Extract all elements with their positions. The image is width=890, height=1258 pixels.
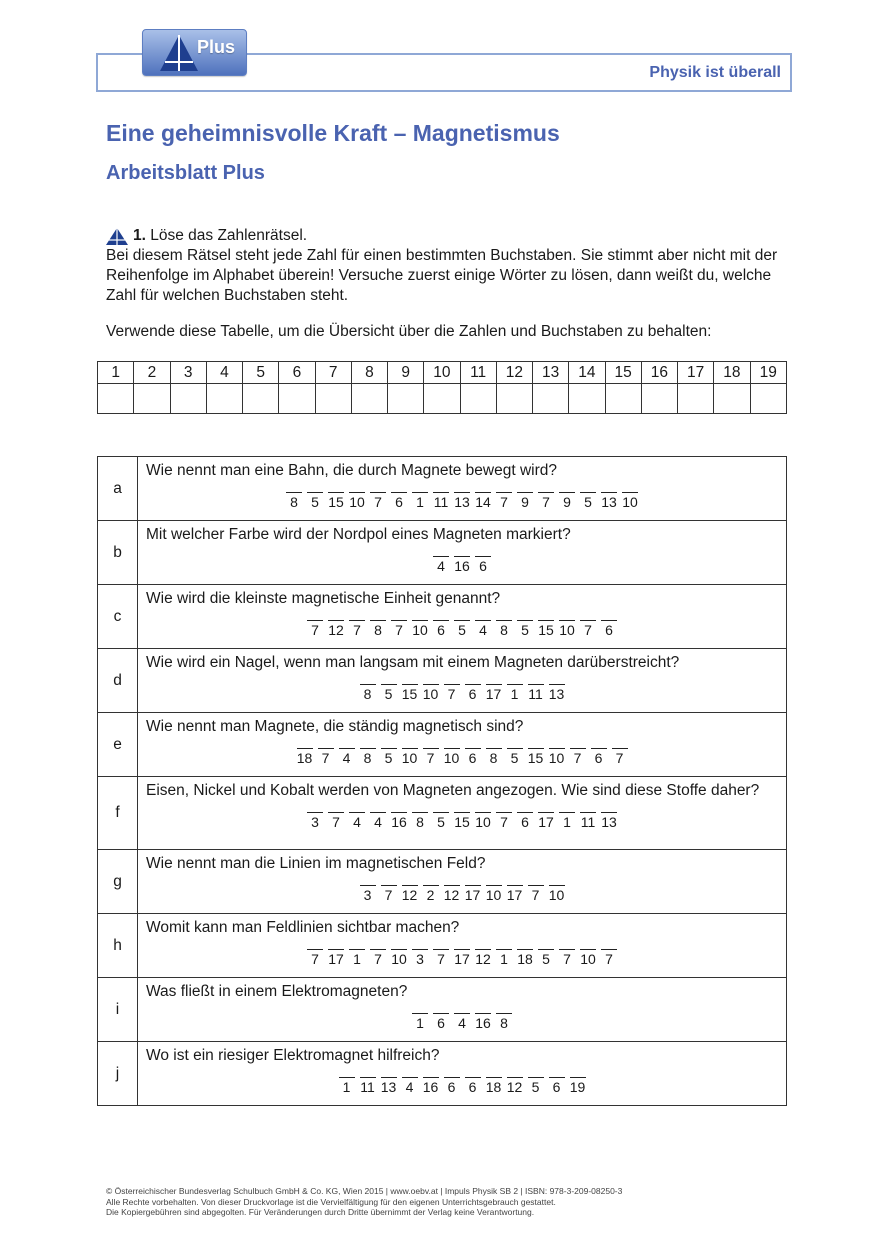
- answer-slot[interactable]: 7: [391, 620, 407, 638]
- answer-slots: [138, 679, 786, 706]
- riddle-question: Wie nennt man die Linien im magnetischen Feld?: [146, 855, 486, 872]
- riddle-row: [98, 978, 787, 1042]
- riddle-label: f: [98, 777, 138, 850]
- answer-slot[interactable]: 10: [349, 494, 365, 510]
- answer-slots: [138, 880, 786, 907]
- cipher-table: [97, 361, 787, 414]
- answer-slot[interactable]: 3: [412, 949, 428, 967]
- answer-slot[interactable]: 8: [496, 1013, 512, 1031]
- answer-slot[interactable]: 1: [507, 684, 523, 702]
- answer-slot[interactable]: 16: [475, 1015, 491, 1031]
- answer-slot[interactable]: 5: [580, 492, 596, 510]
- cipher-number-cell: 1: [98, 362, 134, 384]
- answer-slot[interactable]: 6: [465, 748, 481, 766]
- riddle-row: [98, 1042, 787, 1106]
- answer-slot[interactable]: 10: [475, 814, 491, 830]
- riddle-question: Wie nennt man eine Bahn, die durch Magnete bewegt wird?: [146, 462, 557, 479]
- answer-slots: [138, 487, 786, 514]
- cipher-letter-cell[interactable]: [750, 384, 787, 414]
- answer-slots: [138, 551, 786, 578]
- answer-slot[interactable]: 1: [349, 949, 365, 967]
- answer-slot[interactable]: 7: [307, 620, 323, 638]
- answer-slot[interactable]: 7: [444, 684, 460, 702]
- riddle-question: Wie nennt man Magnete, die ständig magnetisch sind?: [146, 718, 524, 735]
- cipher-letter-cell[interactable]: [315, 384, 351, 414]
- cipher-number-cell: 14: [569, 362, 605, 384]
- riddle-question: Womit kann man Feldlinien sichtbar machen?: [146, 919, 460, 936]
- answer-slot[interactable]: 12: [475, 951, 491, 967]
- answer-slot[interactable]: 6: [549, 1077, 565, 1095]
- answer-slot[interactable]: 13: [548, 686, 565, 702]
- cipher-number-cell: 2: [134, 362, 170, 384]
- answer-slot[interactable]: 4: [402, 1077, 418, 1095]
- answer-slot[interactable]: 5: [454, 620, 470, 638]
- riddle-label: g: [98, 850, 138, 914]
- cipher-number-cell: 19: [750, 362, 787, 384]
- answer-slot[interactable]: 17: [454, 951, 470, 967]
- cipher-number-cell: 8: [351, 362, 387, 384]
- table-hint: Verwende diese Tabelle, um die Übersicht über die Zahlen und Buchstaben zu behalten:: [106, 323, 712, 340]
- answer-slot[interactable]: 11: [433, 494, 449, 510]
- answer-slot[interactable]: 1: [559, 812, 575, 830]
- answer-slot[interactable]: 7: [349, 620, 365, 638]
- riddle-cell: [138, 521, 787, 585]
- riddle-row: [98, 585, 787, 649]
- answer-slot[interactable]: 7: [328, 812, 344, 830]
- answer-slot[interactable]: 10: [580, 951, 596, 967]
- riddle-cell: [138, 585, 787, 649]
- answer-slots: [138, 743, 786, 770]
- cipher-letter-cell[interactable]: [243, 384, 279, 414]
- answer-slot[interactable]: 17: [538, 814, 554, 830]
- answer-slot[interactable]: 7: [559, 949, 575, 967]
- answer-slot[interactable]: 10: [485, 887, 502, 903]
- riddle-cell: [138, 457, 787, 521]
- answer-slot[interactable]: 1: [412, 492, 428, 510]
- answer-slot[interactable]: 7: [423, 748, 439, 766]
- riddle-row: [98, 649, 787, 713]
- cipher-number-cell: 13: [533, 362, 569, 384]
- answer-slot[interactable]: 13: [380, 1079, 397, 1095]
- task-intro: Bei diesem Rätsel steht jede Zahl für einen bestimmten Buchstaben. Sie stimmt aber nicht mit der Reihenfolge im Alphabet überein! Versuche zuerst einige Wörter zu lösen, dann weißt du, welche Zahl für welchen Buchstaben steht.: [106, 247, 778, 304]
- footer: [106, 1186, 622, 1218]
- answer-slot[interactable]: 2: [423, 885, 439, 903]
- answer-slot[interactable]: 10: [622, 494, 638, 510]
- cipher-letter-row: [98, 384, 787, 414]
- cipher-letter-cell[interactable]: [496, 384, 532, 414]
- riddle-label: i: [98, 978, 138, 1042]
- answer-slot[interactable]: 16: [422, 1079, 439, 1095]
- answer-slot[interactable]: 12: [443, 887, 460, 903]
- riddle-row: [98, 713, 787, 777]
- answer-slot[interactable]: 14: [475, 494, 491, 510]
- answer-slot[interactable]: 19: [569, 1079, 586, 1095]
- answer-slot[interactable]: 8: [486, 748, 502, 766]
- answer-slot[interactable]: 7: [496, 492, 512, 510]
- riddle-label: d: [98, 649, 138, 713]
- cipher-letter-cell[interactable]: [206, 384, 242, 414]
- task-number: 1.: [133, 227, 146, 244]
- logo-text: Plus: [197, 37, 236, 57]
- cipher-number-cell: 16: [641, 362, 677, 384]
- answer-slot[interactable]: 11: [360, 1079, 375, 1095]
- riddle-row: [98, 914, 787, 978]
- answer-slot[interactable]: 7: [370, 949, 386, 967]
- riddle-cell: [138, 850, 787, 914]
- page-subtitle: Arbeitsblatt Plus: [106, 162, 265, 184]
- triangle-icon: [106, 228, 128, 245]
- answer-slot[interactable]: 1: [496, 949, 512, 967]
- answer-slot[interactable]: 6: [591, 748, 607, 766]
- answer-slot[interactable]: 5: [507, 748, 523, 766]
- answer-slot[interactable]: 13: [454, 494, 470, 510]
- riddles-table: [97, 456, 787, 1106]
- answer-slot[interactable]: 5: [517, 620, 533, 638]
- answer-slot[interactable]: 5: [307, 492, 323, 510]
- answer-slot[interactable]: 15: [454, 814, 470, 830]
- cipher-number-cell: 6: [279, 362, 315, 384]
- task-1: [106, 226, 796, 342]
- riddle-label: b: [98, 521, 138, 585]
- answer-slot[interactable]: 18: [517, 951, 533, 967]
- answer-slot[interactable]: 10: [548, 887, 565, 903]
- riddle-cell: [138, 914, 787, 978]
- answer-slot[interactable]: 15: [538, 622, 554, 638]
- answer-slot[interactable]: 12: [401, 887, 418, 903]
- answer-slot[interactable]: 13: [601, 814, 617, 830]
- answer-slot[interactable]: 6: [444, 1077, 460, 1095]
- cipher-number-cell: 7: [315, 362, 351, 384]
- cipher-number-cell: 9: [388, 362, 424, 384]
- answer-slot[interactable]: 8: [370, 620, 386, 638]
- answer-slot[interactable]: 8: [496, 620, 512, 638]
- cipher-letter-cell[interactable]: [388, 384, 424, 414]
- answer-slot[interactable]: 18: [485, 1079, 502, 1095]
- riddle-question: Was fließt in einem Elektromagneten?: [146, 983, 408, 1000]
- answer-slot[interactable]: 10: [391, 951, 407, 967]
- answer-slot[interactable]: 10: [412, 622, 428, 638]
- answer-slot[interactable]: 17: [506, 887, 523, 903]
- answer-slot[interactable]: 7: [601, 949, 617, 967]
- answer-slot[interactable]: 5: [528, 1077, 544, 1095]
- answer-slot[interactable]: 6: [517, 812, 533, 830]
- answer-slot[interactable]: 5: [433, 812, 449, 830]
- cipher-number-cell: 15: [605, 362, 641, 384]
- answer-slot[interactable]: 7: [307, 949, 323, 967]
- answer-slot[interactable]: 7: [370, 492, 386, 510]
- task-heading: Löse das Zahlenrätsel.: [150, 227, 308, 244]
- answer-slot[interactable]: 7: [318, 748, 334, 766]
- answer-slot[interactable]: 3: [307, 812, 323, 830]
- answer-slot[interactable]: 7: [570, 748, 586, 766]
- answer-slot[interactable]: 10: [559, 622, 575, 638]
- answer-slots: [138, 944, 786, 971]
- answer-slot[interactable]: 5: [538, 949, 554, 967]
- riddle-row: [98, 457, 787, 521]
- answer-slot[interactable]: 8: [360, 684, 376, 702]
- answer-slot[interactable]: 13: [601, 494, 617, 510]
- cipher-letter-cell[interactable]: [279, 384, 315, 414]
- answer-slot[interactable]: 10: [422, 686, 439, 702]
- riddle-row: [98, 850, 787, 914]
- answer-slot[interactable]: 8: [412, 812, 428, 830]
- answer-slot[interactable]: 7: [612, 748, 628, 766]
- answer-slot[interactable]: 15: [401, 686, 418, 702]
- cipher-letter-cell[interactable]: [424, 384, 460, 414]
- cipher-number-cell: 5: [243, 362, 279, 384]
- riddle-question: Wie wird die kleinste magnetische Einheit genannt?: [146, 590, 501, 607]
- answer-slot[interactable]: 4: [349, 812, 365, 830]
- answer-slot[interactable]: 6: [391, 492, 407, 510]
- answer-slot[interactable]: 10: [401, 750, 418, 766]
- answer-slot[interactable]: 1: [339, 1077, 355, 1095]
- cipher-letter-cell[interactable]: [569, 384, 605, 414]
- cipher-letter-cell[interactable]: [134, 384, 170, 414]
- answer-slots: [138, 1008, 786, 1035]
- answer-slot[interactable]: 9: [559, 492, 575, 510]
- answer-slots: [138, 807, 786, 834]
- answer-slot[interactable]: 4: [475, 620, 491, 638]
- answer-slot[interactable]: 16: [454, 558, 470, 574]
- cipher-letter-cell[interactable]: [605, 384, 641, 414]
- page-title: Eine geheimnisvolle Kraft – Magnetismus: [106, 120, 560, 146]
- answer-slot[interactable]: 4: [454, 1013, 470, 1031]
- answer-slot[interactable]: 6: [601, 620, 617, 638]
- cipher-letter-cell[interactable]: [641, 384, 677, 414]
- riddle-label: h: [98, 914, 138, 978]
- cipher-number-cell: 12: [496, 362, 532, 384]
- cipher-letter-cell[interactable]: [351, 384, 387, 414]
- riddle-label: j: [98, 1042, 138, 1106]
- riddle-label: e: [98, 713, 138, 777]
- cipher-letter-cell[interactable]: [98, 384, 134, 414]
- answer-slot[interactable]: 6: [465, 684, 481, 702]
- riddle-row: [98, 521, 787, 585]
- answer-slot[interactable]: 7: [538, 492, 554, 510]
- cipher-letter-cell[interactable]: [678, 384, 714, 414]
- riddle-cell: [138, 649, 787, 713]
- answer-slot[interactable]: 11: [580, 814, 596, 830]
- answer-slot[interactable]: 3: [360, 885, 376, 903]
- answer-slot[interactable]: 7: [528, 885, 544, 903]
- cipher-number-row: [98, 362, 787, 384]
- answer-slot[interactable]: 6: [433, 1013, 449, 1031]
- riddle-cell: [138, 777, 787, 850]
- header-title: Physik ist überall: [649, 64, 781, 81]
- answer-slot[interactable]: 4: [433, 556, 449, 574]
- answer-slot[interactable]: 4: [339, 748, 355, 766]
- answer-slot[interactable]: 7: [496, 812, 512, 830]
- answer-slot[interactable]: 1: [412, 1013, 428, 1031]
- riddle-question: Wie wird ein Nagel, wenn man langsam mit einem Magneten darüberstreicht?: [146, 654, 680, 671]
- answer-slot[interactable]: 15: [527, 750, 544, 766]
- riddle-label: a: [98, 457, 138, 521]
- riddle-question: Wo ist ein riesiger Elektromagnet hilfreich?: [146, 1047, 440, 1064]
- cipher-number-cell: 10: [424, 362, 460, 384]
- answer-slot[interactable]: 12: [328, 622, 344, 638]
- footer-copyright: © Österreichischer Bundesverlag Schulbuch GmbH & Co. KG, Wien 2015 | www.oebv.at | Impuls Physik SB 2 | ISBN: 978-3-209-08250-3: [106, 1186, 623, 1196]
- answer-slot[interactable]: 7: [381, 885, 397, 903]
- cipher-number-cell: 18: [714, 362, 750, 384]
- riddle-row: [98, 777, 787, 850]
- answer-slot[interactable]: 8: [286, 492, 302, 510]
- riddle-question: Mit welcher Farbe wird der Nordpol eines Magneten markiert?: [146, 526, 571, 543]
- answer-slot[interactable]: 6: [475, 556, 491, 574]
- answer-slot[interactable]: 16: [391, 814, 407, 830]
- cipher-number-cell: 4: [206, 362, 242, 384]
- riddle-cell: [138, 978, 787, 1042]
- cipher-letter-cell[interactable]: [533, 384, 569, 414]
- triangle-logo-icon: [159, 34, 199, 72]
- answer-slot[interactable]: 11: [528, 686, 543, 702]
- answer-slot[interactable]: 8: [360, 748, 376, 766]
- cipher-letter-cell[interactable]: [170, 384, 206, 414]
- cipher-number-cell: 11: [460, 362, 496, 384]
- answer-slot[interactable]: 17: [485, 686, 502, 702]
- answer-slot[interactable]: 18: [296, 750, 313, 766]
- answer-slot[interactable]: 6: [465, 1077, 481, 1095]
- answer-slot[interactable]: 12: [506, 1079, 523, 1095]
- riddle-question: Eisen, Nickel und Kobalt werden von Magneten angezogen. Wie sind diese Stoffe daher?: [146, 782, 760, 799]
- answer-slot[interactable]: 7: [433, 949, 449, 967]
- cipher-letter-cell[interactable]: [460, 384, 496, 414]
- answer-slot[interactable]: 17: [328, 951, 344, 967]
- plus-logo: [142, 29, 247, 76]
- answer-slot[interactable]: 15: [328, 494, 344, 510]
- answer-slot[interactable]: 17: [464, 887, 481, 903]
- riddle-cell: [138, 713, 787, 777]
- footer-rights: Alle Rechte vorbehalten. Von dieser Druckvorlage ist die Vervielfältigung für den eigenen Unterrichtsgebrauch gestattet.: [106, 1196, 556, 1207]
- answer-slot[interactable]: 10: [443, 750, 460, 766]
- footer-fees: Die Kopiergebühren sind abgegolten. Für Veränderungen durch Dritte übernimmt der Verlag keine Verantwortung.: [106, 1207, 535, 1217]
- answer-slot[interactable]: 5: [381, 684, 397, 702]
- answer-slot[interactable]: 4: [370, 812, 386, 830]
- riddle-cell: [138, 1042, 787, 1106]
- answer-slot[interactable]: 7: [580, 620, 596, 638]
- answer-slot[interactable]: 9: [517, 492, 533, 510]
- answer-slot[interactable]: 10: [548, 750, 565, 766]
- answer-slot[interactable]: 6: [433, 620, 449, 638]
- cipher-number-cell: 3: [170, 362, 206, 384]
- riddle-label: c: [98, 585, 138, 649]
- cipher-letter-cell[interactable]: [714, 384, 750, 414]
- cipher-number-cell: 17: [678, 362, 714, 384]
- answer-slot[interactable]: 5: [381, 748, 397, 766]
- answer-slots: [138, 1072, 786, 1099]
- answer-slots: [138, 615, 786, 642]
